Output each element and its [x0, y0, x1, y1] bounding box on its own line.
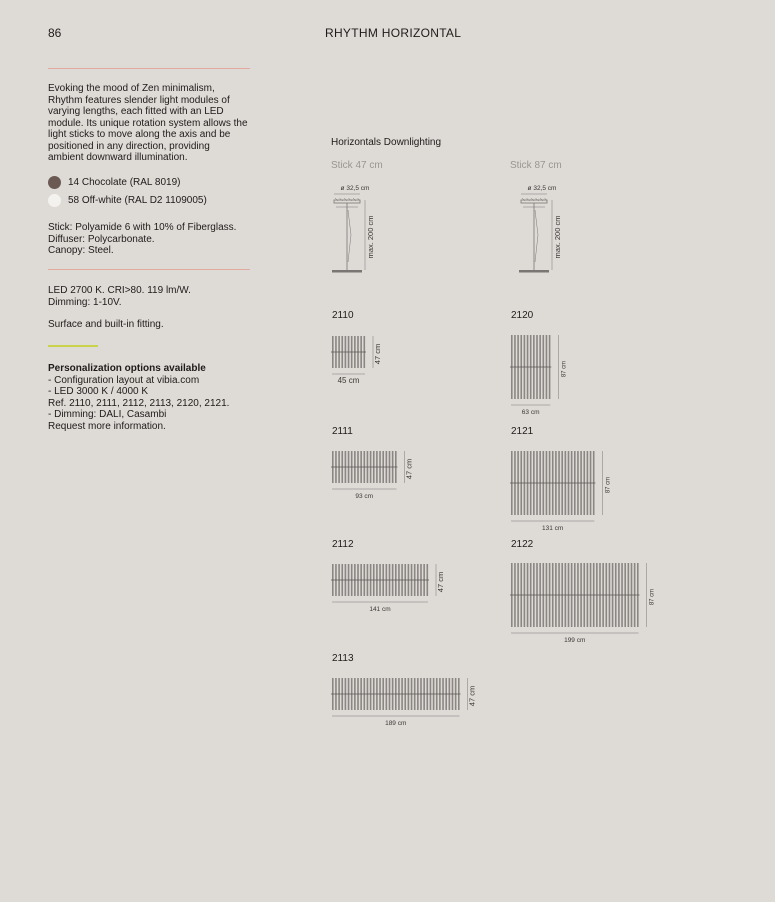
personalization-title: Personalization options available	[48, 363, 206, 374]
depth-label: 47 cm	[373, 343, 382, 365]
canopy-hatch	[536, 198, 539, 201]
width-label: 131 cm	[542, 525, 564, 532]
material-line: Stick: Polyamide 6 with 10% of Fiberglass.	[48, 222, 237, 233]
personalization-item: Request more information.	[48, 420, 166, 432]
cable-coil	[348, 210, 351, 262]
canopy-hatch	[531, 198, 534, 201]
model-code: 2121	[511, 426, 534, 437]
model-code: 2112	[332, 539, 354, 550]
depth-label: 47 cm	[436, 571, 445, 593]
height-label: max. 200 cm	[553, 215, 562, 259]
page-title: RHYTHM HORIZONTAL	[325, 26, 462, 40]
model-code: 2113	[332, 653, 354, 664]
canopy-hatch	[545, 198, 548, 201]
stick	[519, 270, 549, 273]
section-title: Horizontals Downlighting	[331, 137, 442, 148]
canopy-hatch	[540, 198, 543, 201]
column-label-87: Stick 87 cm	[510, 160, 562, 171]
width-label: 199 cm	[564, 637, 586, 644]
personalization-item: - Configuration layout at vibia.com	[48, 374, 200, 386]
depth-label: 87 cm	[649, 588, 656, 606]
canopy	[521, 200, 547, 203]
canopy-hatch	[522, 198, 525, 201]
width-label: 141 cm	[369, 606, 391, 613]
canopy	[334, 200, 360, 203]
diameter-label: ø 32,5 cm	[340, 185, 370, 192]
canopy-hatch	[344, 198, 347, 201]
column-label-47: Stick 47 cm	[331, 160, 383, 171]
height-label: max. 200 cm	[366, 215, 375, 259]
cable-coil	[535, 210, 538, 262]
finish-label: 14 Chocolate (RAL 8019)	[68, 177, 181, 188]
width-label: 189 cm	[385, 720, 407, 727]
model-code: 2120	[511, 310, 534, 321]
canopy-hatch	[527, 198, 530, 201]
personalization-item: - Dimming: DALI, Casambi	[48, 409, 167, 420]
page-number: 86	[48, 26, 62, 40]
diameter-label: ø 32,5 cm	[527, 185, 557, 192]
canopy-hatch	[335, 198, 338, 201]
canopy-hatch	[353, 198, 356, 201]
canopy-hatch	[358, 198, 361, 201]
model-code: 2122	[511, 539, 534, 550]
model-code: 2111	[332, 426, 353, 437]
fitting-text: Surface and built-in fitting.	[48, 319, 164, 330]
finish-label: 58 Off-white (RAL D2 1109005)	[68, 195, 207, 206]
canopy-hatch	[340, 198, 343, 201]
material-line: Diffuser: Polycarbonate.	[48, 233, 155, 245]
personalization-item: Ref. 2110, 2111, 2112, 2113, 2120, 2121.	[48, 397, 230, 409]
intro-text: Evoking the mood of Zen minimalism, Rhythm features slender light modules of varying lengths, each fitted with an LED module. Its unique rotation system allows the light sticks to move along the axis and be positioned in any direction, providing ambient downward illumination.	[48, 83, 248, 163]
model-code: 2110	[332, 310, 354, 321]
width-label: 93 cm	[355, 493, 374, 500]
width-label: 63 cm	[521, 409, 540, 416]
spec-line: LED 2700 K. CRI>80. 119 lm/W.	[48, 285, 191, 296]
depth-label: 47 cm	[467, 685, 477, 707]
width-label: 45 cm	[337, 376, 360, 385]
depth-label: 87 cm	[605, 476, 612, 494]
canopy-hatch	[349, 198, 352, 201]
depth-label: 47 cm	[404, 458, 414, 480]
depth-label: 87 cm	[561, 360, 568, 378]
material-line: Canopy: Steel.	[48, 245, 114, 256]
spec-line: Dimming: 1-10V.	[48, 296, 122, 308]
stick	[332, 270, 362, 273]
personalization-item: - LED 3000 K / 4000 K	[48, 386, 149, 397]
